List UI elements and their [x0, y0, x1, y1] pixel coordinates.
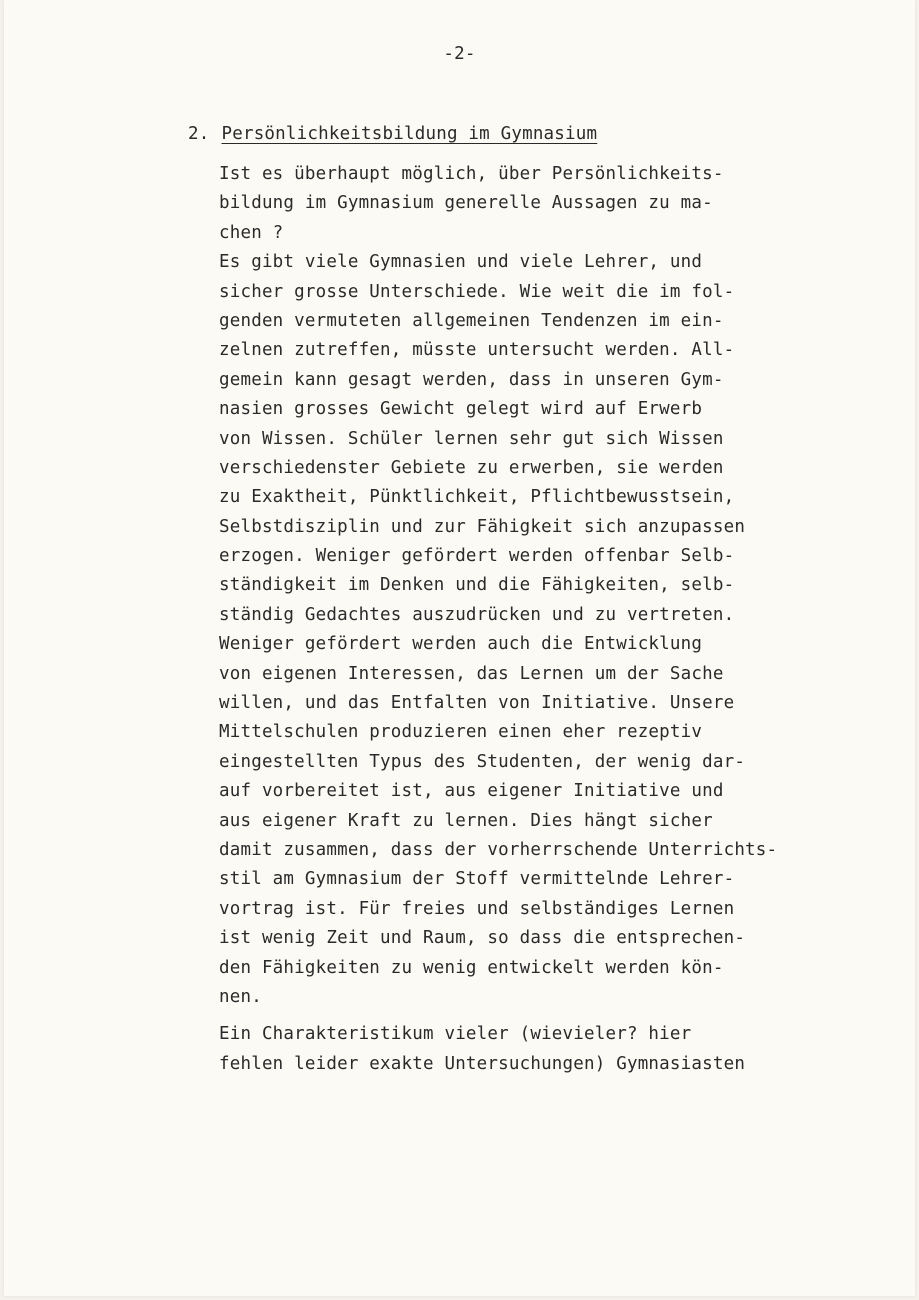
text-line: genden vermuteten allgemeinen Tendenzen im ein-	[219, 310, 724, 331]
text-line: zelnen zutreffen, müsste untersucht werden. All-	[219, 340, 735, 361]
text-line: fehlen leider exakte Untersuchungen) Gymnasiasten	[219, 1053, 746, 1074]
text-line: bildung im Gymnasium generelle Aussagen zu ma-	[219, 193, 713, 214]
text-line: von Wissen. Schüler lernen sehr gut sich Wissen	[219, 428, 724, 449]
body-text	[219, 160, 819, 1079]
paragraph-2	[219, 1020, 819, 1079]
section-title: Persönlichkeitsbildung im Gymnasium	[221, 124, 598, 144]
text-line: damit zusammen, dass der vorherrschende Unterrichts-	[219, 839, 778, 860]
text-line: ständig Gedachtes auszudrücken und zu vertreten.	[219, 604, 735, 625]
section-number: 2.	[188, 124, 210, 144]
text-line: den Fähigkeiten zu wenig entwickelt werden kön-	[219, 957, 724, 978]
text-line: ist wenig Zeit und Raum, so dass die entsprechen-	[219, 928, 746, 949]
text-line: Es gibt viele Gymnasien und viele Lehrer, und	[219, 252, 703, 273]
text-line: Mittelschulen produzieren einen eher rezeptiv	[219, 722, 703, 743]
text-line: Selbstdisziplin und zur Fähigkeit sich anzupassen	[219, 516, 746, 537]
text-line: ständigkeit im Denken und die Fähigkeiten, selb-	[219, 575, 735, 596]
text-line: erzogen. Weniger gefördert werden offenbar Selb-	[219, 546, 735, 567]
text-line: zu Exaktheit, Pünktlichkeit, Pflichtbewusstsein,	[219, 487, 735, 508]
text-line: Ein Charakteristikum vieler (wievieler? hier	[219, 1024, 692, 1045]
page-number: -2-	[443, 44, 476, 64]
text-line: aus eigener Kraft zu lernen. Dies hängt sicher	[219, 810, 713, 831]
text-line: von eigenen Interessen, das Lernen um der Sache	[219, 663, 724, 684]
text-line: eingestellten Typus des Studenten, der wenig dar-	[219, 751, 746, 772]
paragraph-1	[219, 160, 819, 1012]
text-line: Ist es überhaupt möglich, über Persönlichkeits-	[219, 164, 724, 184]
text-line: gemein kann gesagt werden, dass in unseren Gym-	[219, 369, 724, 390]
text-line: nasien grosses Gewicht gelegt wird auf Erwerb	[219, 399, 703, 420]
section-heading	[188, 124, 597, 144]
text-line: sicher grosse Unterschiede. Wie weit die im fol-	[219, 281, 735, 302]
text-line: nen.	[219, 986, 262, 1007]
text-line: willen, und das Entfalten von Initiative. Unsere	[219, 693, 735, 714]
text-line: chen ?	[219, 222, 284, 243]
text-line: stil am Gymnasium der Stoff vermittelnde Lehrer-	[219, 869, 735, 890]
text-line: Weniger gefördert werden auch die Entwicklung	[219, 634, 703, 655]
text-line: verschiedenster Gebiete zu erwerben, sie werden	[219, 457, 724, 478]
text-line: auf vorbereitet ist, aus eigener Initiative und	[219, 781, 724, 802]
text-line: vortrag ist. Für freies und selbständiges Lernen	[219, 898, 735, 919]
